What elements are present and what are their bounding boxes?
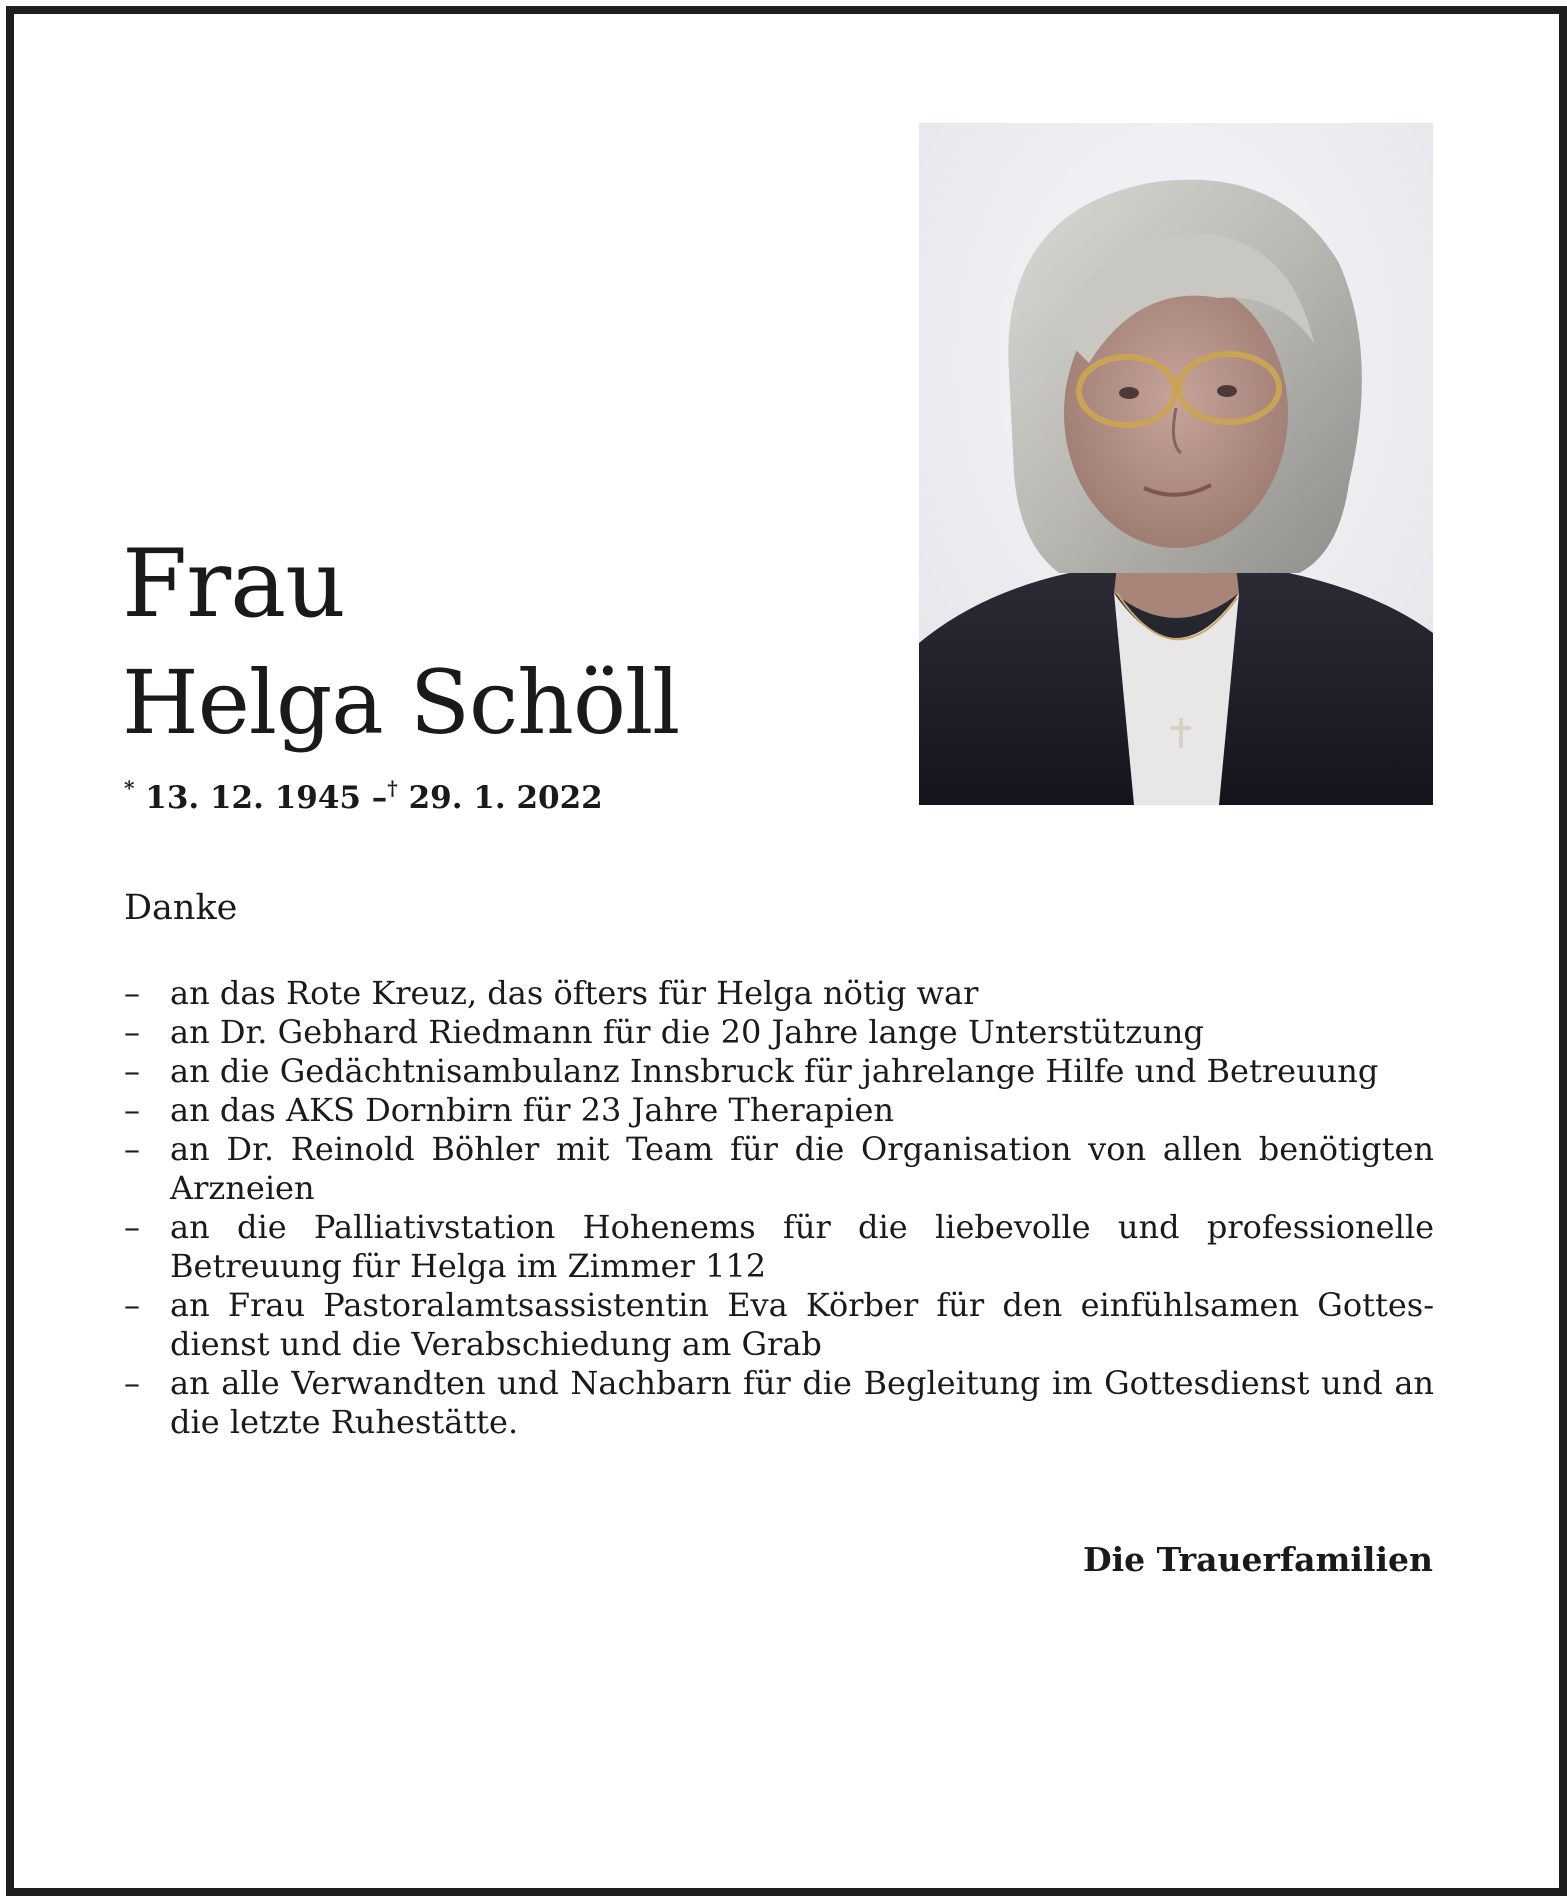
list-dash: –	[124, 1013, 140, 1051]
list-item-text: an alle Verwandten und Nachbarn für die Begleitung im Gottesdienst und an die letzte Ruhestätte.	[170, 1364, 1434, 1441]
list-item	[124, 1013, 1434, 1052]
list-item-text: an die Gedächtnisambulanz Innsbruck für jahrelange Hilfe und Betreuung	[170, 1052, 1379, 1090]
list-item-text: an die Palliativstation Hohenems für die liebevolle und professionelle Betreuung für Helga im Zimmer 112	[170, 1208, 1434, 1285]
birth-symbol: *	[124, 776, 135, 800]
list-dash: –	[124, 1286, 140, 1324]
list-dash: –	[124, 1208, 140, 1246]
list-item-text: an Dr. Gebhard Riedmann für die 20 Jahre lange Unterstützung	[170, 1013, 1204, 1051]
deceased-name: Helga Schöll	[122, 651, 680, 754]
list-item	[124, 974, 1434, 1013]
list-item-text: an das AKS Dornbirn für 23 Jahre Therapien	[170, 1091, 895, 1129]
thanks-intro: Danke	[124, 888, 238, 928]
list-item	[124, 1091, 1434, 1130]
list-item	[124, 1364, 1434, 1442]
list-item-text: an Frau Pastoralamtsassistentin Eva Körber für den einfühlsamen Gottesdienst und die Verabschiedung am Grab	[170, 1286, 1434, 1363]
list-dash: –	[124, 1364, 140, 1402]
list-dash: –	[124, 1091, 140, 1129]
list-dash: –	[124, 1130, 140, 1168]
list-dash: –	[124, 974, 140, 1012]
life-dates	[124, 778, 603, 818]
signature: Die Trauerfamilien	[1082, 1540, 1433, 1579]
thanks-list	[124, 974, 1434, 1442]
death-symbol: †	[387, 776, 398, 800]
portrait-photo	[919, 123, 1433, 805]
birth-date: 13. 12. 1945	[145, 780, 361, 816]
death-date: 29. 1. 2022	[408, 780, 603, 816]
list-item-text: an das Rote Kreuz, das öfters für Helga nötig war	[170, 974, 979, 1012]
list-item	[124, 1052, 1434, 1091]
list-dash: –	[124, 1052, 140, 1090]
list-item	[124, 1286, 1434, 1364]
list-item	[124, 1208, 1434, 1286]
date-separator: –	[371, 780, 388, 816]
list-item-text: an Dr. Reinold Böhler mit Team für die Organisation von allen benötigten Arzneien	[170, 1130, 1434, 1207]
salutation: Frau	[122, 530, 345, 639]
list-item	[124, 1130, 1434, 1208]
